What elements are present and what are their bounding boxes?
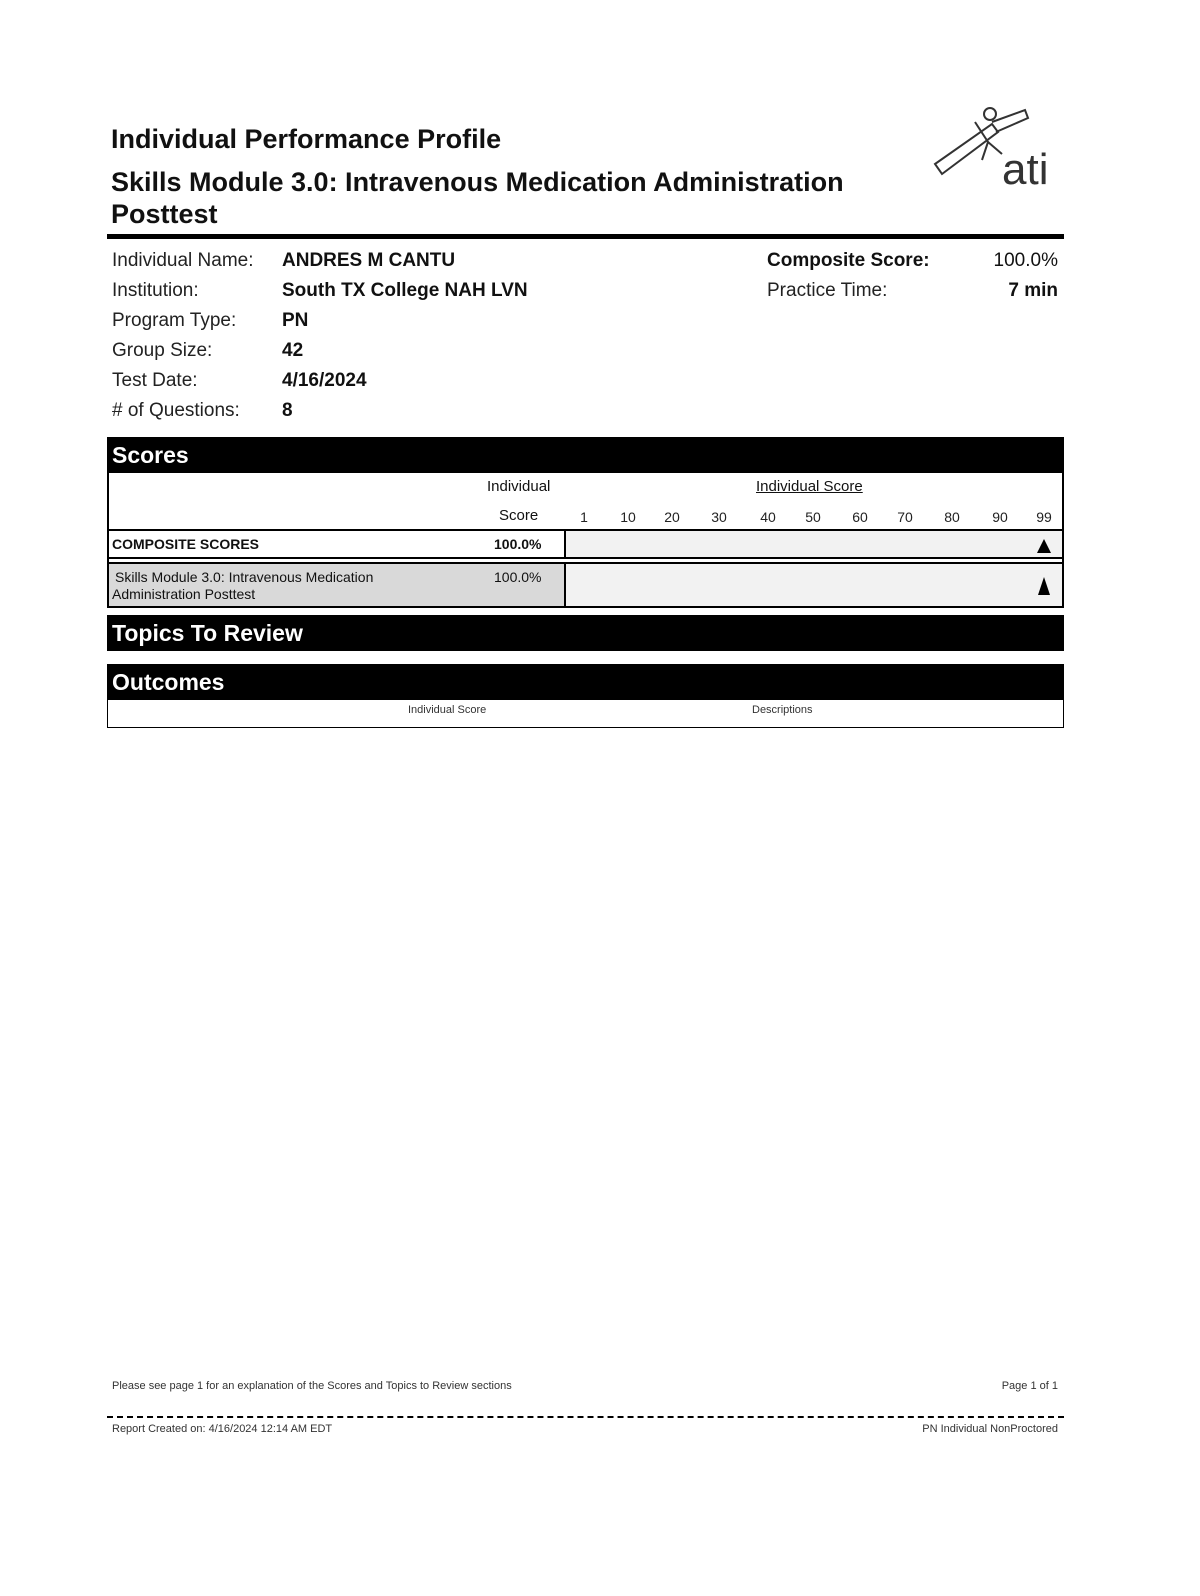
composite-score-label: Composite Score: [767, 250, 930, 271]
individual-col-header: Individual [487, 478, 551, 495]
name-value: ANDRES M CANTU [282, 250, 456, 271]
institution-label: Institution: [112, 280, 199, 301]
practice-time-value: 7 min [1008, 280, 1058, 301]
scale-tick: 50 [805, 509, 821, 525]
score-marker [1037, 539, 1051, 553]
test-date-label: Test Date: [112, 370, 198, 391]
composite-row-score: 100.0% [494, 536, 542, 552]
score-marker [1038, 577, 1050, 595]
module-row-label-line2: Administration Posttest [112, 586, 256, 602]
topics-section-header: Topics To Review [107, 615, 1064, 651]
scale-tick: 1 [580, 509, 588, 525]
module-score-track [566, 564, 1062, 606]
scale-title: Individual Score [756, 478, 863, 495]
scale-tick: 20 [664, 509, 680, 525]
report-created: Report Created on: 4/16/2024 12:14 AM EDT [112, 1423, 333, 1435]
program-value: PN [282, 310, 309, 331]
composite-score-track [566, 531, 1062, 557]
module-row [107, 562, 1064, 608]
header-rule [107, 234, 1064, 239]
outcomes-table [107, 699, 1064, 728]
program-label: Program Type: [112, 310, 237, 331]
module-row-score: 100.0% [494, 569, 542, 585]
composite-row-label: COMPOSITE SCORES [112, 536, 260, 552]
footer-note: Please see page 1 for an explanation of the Scores and Topics to Review sections [112, 1380, 512, 1392]
scores-section-header: Scores [107, 437, 1064, 473]
footer-divider [107, 1416, 1064, 1418]
score-col-header: Score [499, 507, 539, 524]
test-name: Skills Module 3.0: Intravenous Medication Administration Posttest [111, 167, 844, 229]
page-number: Page 1 of 1 [1001, 1380, 1058, 1392]
outcomes-score-header: Individual Score [408, 704, 487, 716]
group-size-label: Group Size: [112, 340, 213, 361]
institution-value: South TX College NAH LVN [282, 280, 528, 301]
scale-tick: 90 [992, 509, 1008, 525]
group-size-value: 42 [282, 340, 304, 361]
scale-tick: 40 [760, 509, 776, 525]
questions-value: 8 [282, 400, 293, 421]
outcomes-section-header: Outcomes [107, 664, 1064, 700]
scale-tick: 30 [711, 509, 727, 525]
scale-tick: 99 [1036, 509, 1052, 525]
composite-row [107, 529, 1064, 559]
report-type: PN Individual NonProctored [922, 1423, 1058, 1435]
composite-score-value: 100.0% [993, 250, 1058, 271]
scale-tick: 60 [852, 509, 868, 525]
ati-logo [930, 102, 1065, 192]
practice-time-label: Practice Time: [767, 280, 888, 301]
scale-tick: 80 [944, 509, 960, 525]
name-label: Individual Name: [112, 250, 254, 271]
scale-tick: 10 [620, 509, 636, 525]
module-row-label-line1: Skills Module 3.0: Intravenous Medication [115, 569, 374, 585]
scale-tick: 70 [897, 509, 913, 525]
report-title: Individual Performance Profile [111, 124, 502, 154]
test-date-value: 4/16/2024 [282, 370, 367, 391]
logo-text: ati [1002, 145, 1049, 192]
outcomes-descriptions-header: Descriptions [752, 704, 813, 716]
questions-label: # of Questions: [112, 400, 240, 421]
